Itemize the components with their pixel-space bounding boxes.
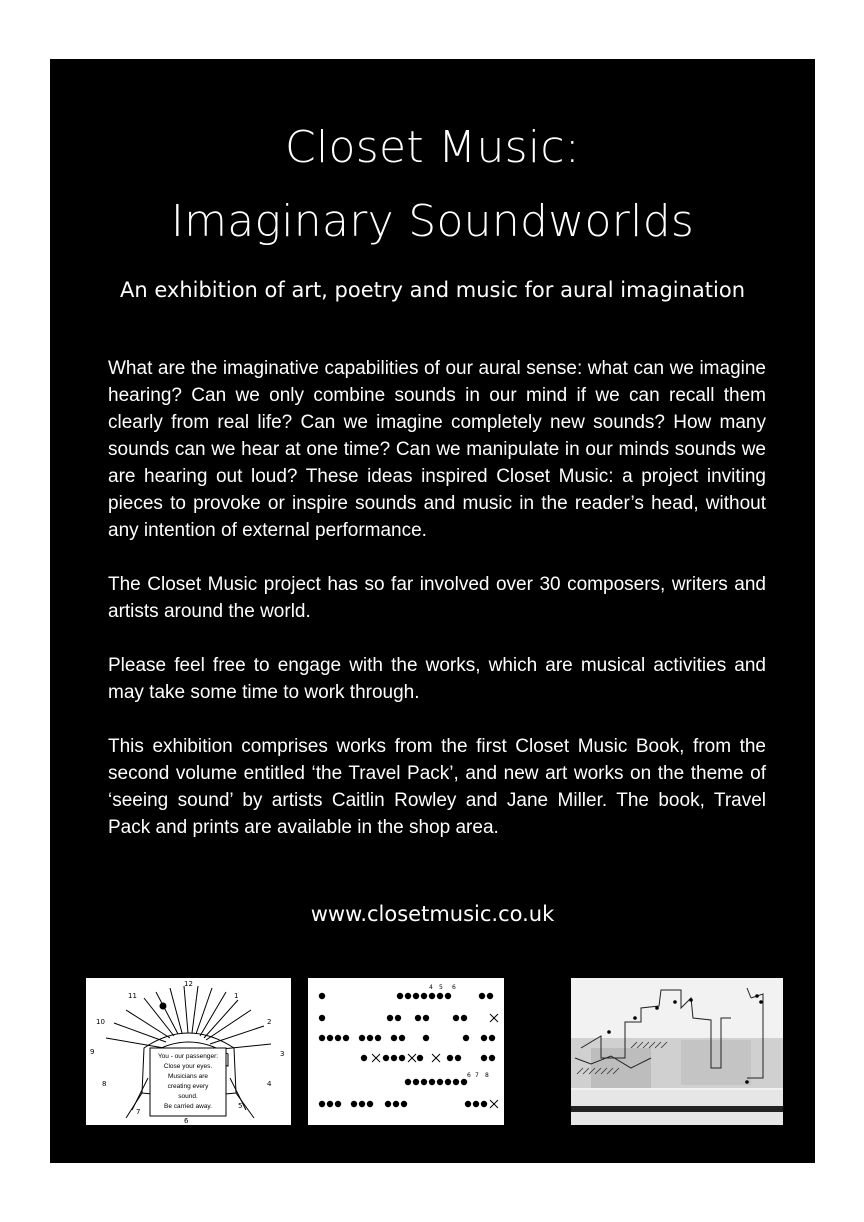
clock-number-6: 6	[184, 1117, 189, 1125]
clock-number-9: 9	[90, 1048, 95, 1056]
clock-number-3: 3	[280, 1050, 285, 1058]
caption-line-5: sound.	[178, 1093, 198, 1100]
ink-artwork-image	[571, 978, 783, 1125]
paragraph-1: What are the imaginative capabilities of our aural sense: what can we imagine hearing? Can we only combine sounds in our mind if we can recall them clearly from real life? Can we imagine completely new sounds? How many sounds can we hear at one time? Can we manipulate in our minds sounds we are hearing out loud? These ideas inspired Closet Music: a project inviting pieces to provoke or inspire sounds and music in the reader’s head, without any intention of external performance.	[108, 358, 766, 541]
title-line-2: Imaginary Soundworlds	[170, 196, 695, 247]
caption-line-3: Musicians are	[167, 1073, 209, 1080]
dot-number-5: 5	[439, 984, 443, 991]
paragraph-2: The Closet Music project has so far involved over 30 composers, writers and artists around the world.	[108, 574, 766, 622]
clock-number-2: 2	[267, 1018, 272, 1026]
paragraph-3: Please feel free to engage with the works, which are musical activities and may take some time to work through.	[108, 655, 766, 703]
clock-number-12: 12	[184, 980, 193, 988]
dot-number-4: 4	[429, 984, 433, 991]
poster	[50, 59, 815, 1163]
caption-line-6: Be carried away.	[164, 1103, 212, 1110]
clock-number-10: 10	[96, 1018, 105, 1026]
caption-line-1: You - our passenger:	[157, 1053, 219, 1060]
body-text	[108, 355, 766, 868]
clock-number-5: 5	[238, 1102, 243, 1110]
website-link[interactable]: www.closetmusic.co.uk	[310, 902, 555, 926]
dot-score-image	[308, 978, 504, 1125]
dot-number-6: 6	[452, 984, 456, 991]
caption-line-2: Close your eyes.	[163, 1063, 213, 1070]
dot-number-8: 8	[485, 1072, 489, 1079]
clock-number-7: 7	[136, 1108, 141, 1116]
dot-number-7: 7	[475, 1072, 479, 1079]
dot-number-6b: 6	[467, 1072, 471, 1079]
clock-number-1: 1	[234, 992, 239, 1000]
caption-line-4: creating every	[167, 1083, 209, 1090]
clock-number-11: 11	[128, 992, 137, 1000]
paragraph-4: This exhibition comprises works from the first Closet Music Book, from the second volume entitled ‘the Travel Pack’, and new art works on the theme of ‘seeing sound’ by artists Caitlin Rowley and Jane Miller. The book, Travel Pack and prints are available in the shop area.	[108, 736, 766, 838]
clock-number-8: 8	[102, 1080, 107, 1088]
clock-number-4: 4	[267, 1080, 272, 1088]
clock-drawing-image	[86, 978, 291, 1125]
title-line-1: Closet Music:	[284, 122, 580, 173]
subtitle: An exhibition of art, poetry and music for aural imagination	[119, 278, 746, 302]
